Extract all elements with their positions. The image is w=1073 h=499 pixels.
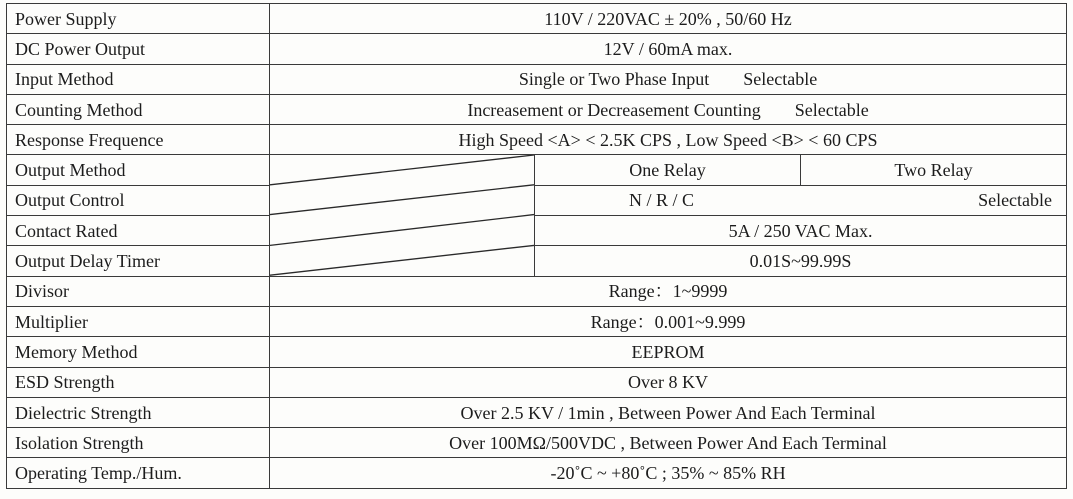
row-label: Divisor: [7, 276, 270, 306]
row-label: Input Method: [7, 64, 270, 94]
row-value: N / R / C: [629, 189, 695, 210]
row-value: 12V / 60mA max.: [270, 34, 1067, 64]
row-value-cell: [270, 94, 1067, 124]
table-row: [7, 34, 1067, 64]
table-row: [7, 185, 1067, 215]
diagonal-line: [270, 185, 534, 215]
row-value: 0.01S~99.99S: [535, 246, 1067, 276]
table-row: [7, 428, 1067, 458]
table-row: [7, 458, 1067, 488]
table-row: [7, 64, 1067, 94]
row-value: High Speed <A> < 2.5K CPS , Low Speed <B> < 60 CPS: [270, 125, 1067, 155]
table-row: [7, 216, 1067, 246]
empty-diagonal-cell: [270, 155, 535, 276]
row-label: Memory Method: [7, 337, 270, 367]
row-label: ESD Strength: [7, 367, 270, 397]
row-value: -20˚C ~ +80˚C ; 35% ~ 85% RH: [270, 458, 1067, 488]
row-label: Counting Method: [7, 94, 270, 124]
row-label: Contact Rated: [7, 216, 270, 246]
table-row: [7, 125, 1067, 155]
selectable-note: Selectable: [743, 69, 818, 90]
row-label: Response Frequence: [7, 125, 270, 155]
row-label: Output Delay Timer: [7, 246, 270, 276]
row-label: Dielectric Strength: [7, 397, 270, 427]
specification-table: [6, 3, 1067, 489]
two-relay-header: Two Relay: [801, 155, 1067, 185]
table-row: [7, 337, 1067, 367]
diagonal-strike-lines: [270, 155, 534, 275]
row-value: Single or Two Phase Input: [518, 69, 710, 90]
table-row: [7, 246, 1067, 276]
row-value: 5A / 250 VAC Max.: [535, 216, 1067, 246]
row-value-cell: [270, 64, 1067, 94]
row-label: Power Supply: [7, 4, 270, 34]
row-value: EEPROM: [270, 337, 1067, 367]
table-row: [7, 367, 1067, 397]
row-value: 110V / 220VAC ± 20% , 50/60 Hz: [270, 4, 1067, 34]
diagonal-line: [270, 155, 534, 185]
row-value: Range：1~9999: [270, 276, 1067, 306]
table-row: [7, 276, 1067, 306]
row-value: Range：0.001~9.999: [270, 306, 1067, 336]
diagonal-line: [270, 246, 534, 276]
diagonal-line: [270, 215, 534, 246]
row-value: Over 2.5 KV / 1min , Between Power And Each Terminal: [270, 397, 1067, 427]
one-relay-header: One Relay: [535, 155, 801, 185]
table-row: [7, 94, 1067, 124]
selectable-note: Selectable: [978, 189, 1053, 210]
row-label: Operating Temp./Hum.: [7, 458, 270, 488]
row-label: Isolation Strength: [7, 428, 270, 458]
selectable-note: Selectable: [794, 99, 869, 120]
row-label: Multiplier: [7, 306, 270, 336]
row-value: Increasement or Decreasement Counting: [467, 99, 761, 120]
row-value-cell: [535, 185, 1067, 215]
row-label: DC Power Output: [7, 34, 270, 64]
row-label: Output Control: [7, 185, 270, 215]
row-value: Over 100MΩ/500VDC , Between Power And Each Terminal: [270, 428, 1067, 458]
table-row: [7, 397, 1067, 427]
table-row: [7, 306, 1067, 336]
table-row: [7, 4, 1067, 34]
table-row: [7, 155, 1067, 185]
row-value: Over 8 KV: [270, 367, 1067, 397]
row-label: Output Method: [7, 155, 270, 185]
